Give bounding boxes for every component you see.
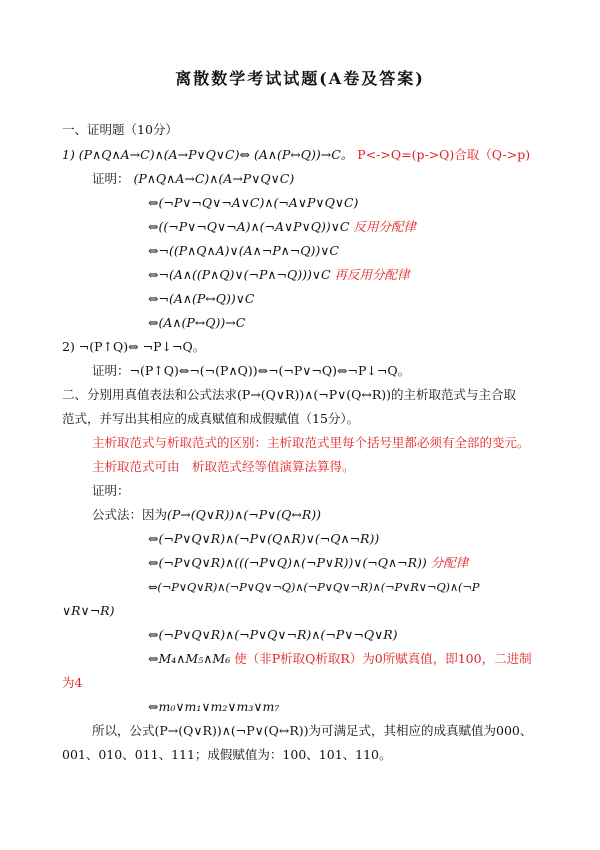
q1-step-2 [148, 219, 416, 235]
conclusion-line-1: 所以，公式(P→(Q∨R))∧(¬P∨(Q↔R))为可满足式，其相应的成真赋值为000、 [92, 723, 533, 738]
q1-step-4-note: 再反用分配律 [334, 267, 410, 282]
q2-proof: 证明：¬(P↑Q)⇔¬(¬(P∧Q))⇔¬(¬P∨¬Q)⇔¬P↓¬Q。 [92, 363, 411, 378]
section2-note-1: 主析取范式与析取范式的区别：主析取范式里每个括号里都必须有全部的变元。 [92, 435, 530, 450]
formula-label: 公式法：因为 [92, 507, 168, 522]
section2-step-3-wrap: ∨R∨¬R) [62, 603, 115, 618]
q1-proof-first [92, 171, 294, 187]
section2-step-2-expr: ⇔(¬P∨Q∨R)∧(((¬P∨Q)∧(¬P∨R))∨(¬Q∧¬R)) [148, 555, 427, 570]
q2-statement: 2) ¬(P↑Q)⇔ ¬P↓¬Q。 [62, 339, 206, 354]
q1-step-5 [148, 291, 254, 307]
section2-step-1-expr: ⇔(¬P∨Q∨R)∧(¬P∨(Q∧R)∨(¬Q∧¬R)) [148, 531, 380, 546]
conclusion-line-2: 001、010、011、111；成假赋值为：100、101、110。 [62, 747, 392, 762]
q1-note: P<->Q=(p->Q)合取（Q->p) [357, 147, 531, 162]
q1-step-3 [148, 243, 339, 259]
section2-formula-first [92, 507, 321, 523]
section2-step-2-note: 分配律 [430, 555, 469, 570]
section2-step-3 [148, 579, 479, 595]
q1-step-3-expr: ⇔¬((P∧Q∧A)∨(A∧¬P∧¬Q))∨C [148, 243, 339, 258]
q1-step-5-expr: ⇔¬(A∧(P↔Q))∨C [148, 291, 255, 306]
section2-heading-line2: 范式，并写出其相应的成真赋值和成假赋值（15分）。 [62, 411, 360, 426]
section2-heading-line1: 二、分别用真值表法和公式法求(P→(Q∨R))∧(¬P∨(Q↔R))的主析取范式与主合取 [62, 387, 517, 402]
q1-step-1 [148, 195, 358, 211]
q1-step-6 [148, 315, 245, 331]
q1-step-6-expr: ⇔(A∧(P↔Q))→C [148, 315, 246, 330]
section1-heading: 一、证明题（10分） [62, 122, 178, 137]
q1-step-2-expr: ⇔((¬P∨¬Q∨¬A)∧(¬A∨P∨Q))∨C [148, 219, 350, 234]
q1-step-2-note: 反用分配律 [353, 219, 416, 234]
maxterm-note-wrap: 为4 [62, 675, 83, 690]
section2-proof-label: 证明： [92, 483, 130, 498]
section2-step-3-expr: ⇔(¬P∨Q∨R)∧(¬P∨Q∨¬Q)∧(¬P∨Q∨¬R)∧(¬P∨R∨¬Q)∧(¬P [148, 580, 480, 594]
maxterm-product: ⇔M₄∧M₅∧M₆ [148, 651, 231, 666]
q1-proof-label: 证明： [92, 171, 130, 186]
q1-step-4 [148, 267, 410, 283]
section2-step-4: ⇔(¬P∨Q∨R)∧(¬P∨Q∨¬R)∧(¬P∨¬Q∨R) [148, 627, 398, 642]
minterm-sum: ⇔m₀∨m₁∨m₂∨m₃∨m₇ [148, 699, 280, 714]
section2-step-1 [148, 531, 379, 547]
section2-m-line [148, 651, 532, 667]
formula-first-expr: (P→(Q∨R))∧(¬P∨(Q↔R)) [167, 507, 322, 522]
q1-step-1-expr: ⇔(¬P∨¬Q∨¬A∨C)∧(¬A∨P∨Q∨C) [148, 195, 359, 210]
section2-step-2 [148, 555, 468, 571]
maxterm-note: 使（非P析取Q析取R）为0所赋真值，即100，二进制 [234, 651, 532, 666]
q1-statement: 1) (P∧Q∧A→C)∧(A→P∨Q∨C)⇔ (A∧(P↔Q))→C。 [62, 147, 354, 162]
q1-step-4-expr: ⇔¬(A∧((P∧Q)∨(¬P∧¬Q)))∨C [148, 267, 331, 282]
section2-note-2: 主析取范式可由 析取范式经等值演算法算得。 [92, 459, 355, 474]
q1-proof-expr: (P∧Q∧A→C)∧(A→P∨Q∨C) [133, 171, 295, 186]
q1-line [62, 147, 530, 163]
page-title: 离散数学考试试题(A卷及答案) [175, 69, 425, 88]
